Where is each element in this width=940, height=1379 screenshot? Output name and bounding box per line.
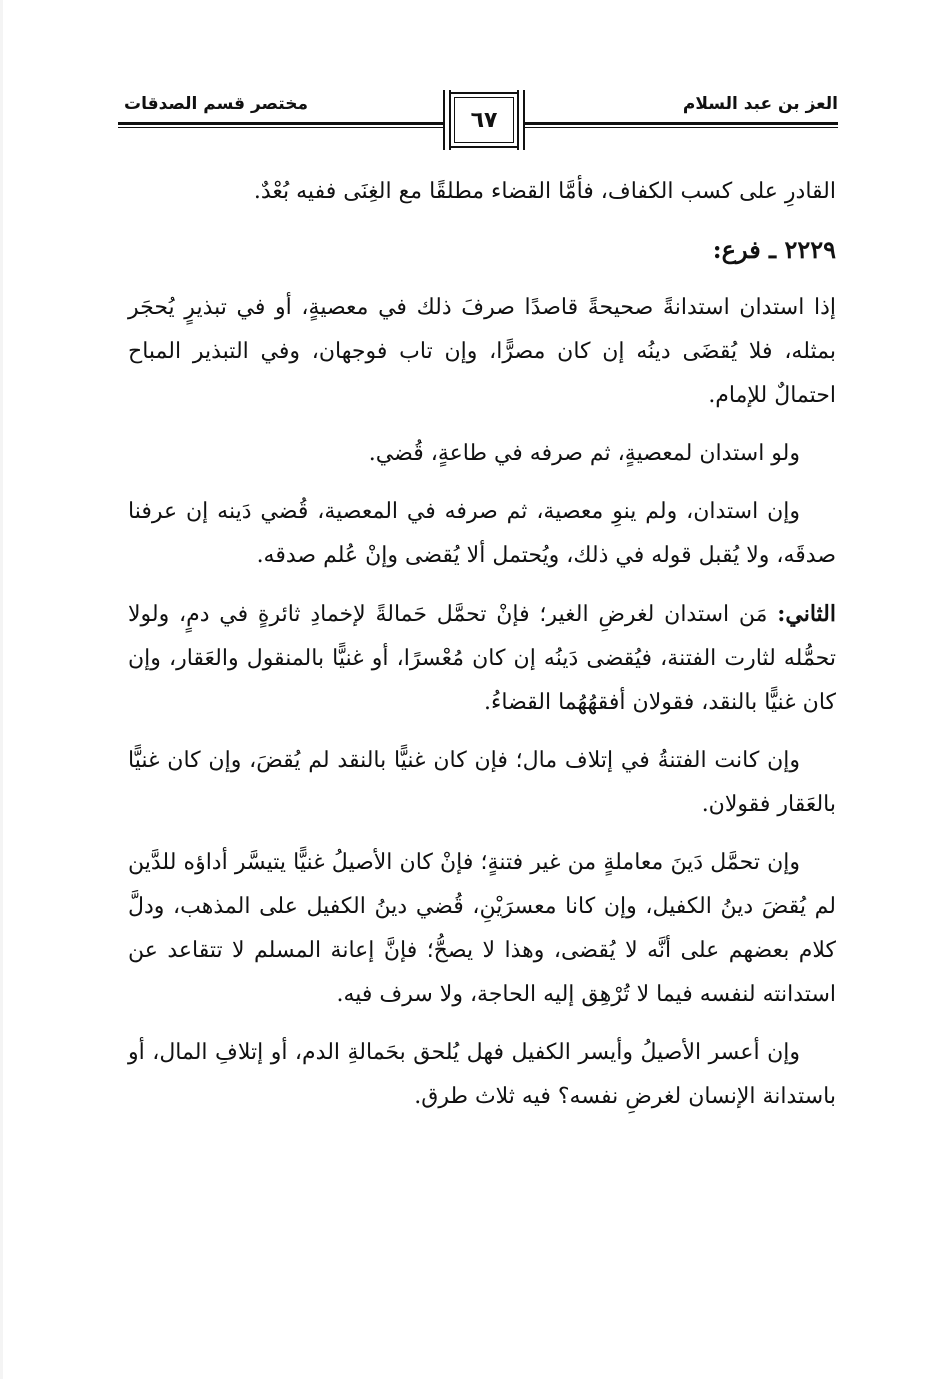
section-heading: ٢٢٢٩ ـ فرع: xyxy=(712,235,836,264)
paragraph: وإن تحمَّل دَينَ معاملةٍ من غير فتنةٍ؛ فإنْ كان الأصيلُ غنيًّا يتيسَّر أداؤه للدَّين لم يُقضَ دينُ الكفيل، وإن كانا معسرَيْنِ، قُضي دينُ الكفيل على المذهب، ودلَّ كلام بعضهم على أنَّه لا يُقضى، وهذا لا يصحُّ؛ فإنَّ إعانة المسلم لا تتقاعد عن استدانته لنفسه فيما لا تُرْهِق إليه الحاجة، ولا سرف فيه. xyxy=(128,850,836,1007)
page-header xyxy=(118,90,838,152)
paragraph-text: مَن استدان لغرضِ الغير؛ فإنْ تحمَّل حَمالةً لإخمادِ ثائرةٍ في دمٍ، ولولا تحمُّله لثارت الفتنة، فيُقضى دَينُه إن كان مُعْسرًا، أو غنيًّا بالمنقول والعَقار، وإن كان غنيًّا بالنقد، فقولان أفقهُهُما القضاءُ. xyxy=(128,602,836,715)
scan-edge xyxy=(0,0,3,1379)
page-number: ٦٧ xyxy=(470,108,498,133)
paragraph: ولو استدان لمعصيةٍ، ثم صرفه في طاعةٍ، قُضي. xyxy=(368,441,800,466)
paragraph-continuation: القادرِ على كسب الكفاف، فأمَّا القضاء مطلقًا مع الغِنَى ففيه بُعْدٌ. xyxy=(253,179,836,204)
running-book-title: مختصر قسم الصدقات xyxy=(124,94,309,114)
paragraph: وإن أعسر الأصيلُ وأيسر الكفيل فهل يُلحق بحَمالةِ الدم، أو إتلافِ المال، أو باستدانة الإنسان لغرضِ نفسه؟ فيه ثلاث طرق. xyxy=(128,1040,836,1109)
page-body xyxy=(128,170,836,1133)
paragraph-second-case xyxy=(128,592,836,725)
paragraph: وإن استدان، ولم ينوِ معصية، ثم صرفه في المعصية، قُضي دَينه إن عرفنا صدقَه، ولا يُقبل قوله في ذلك، ويُحتمل ألا يُقضى وإنْ عُلم صدقه. xyxy=(128,499,836,568)
lead-term: الثاني: xyxy=(777,601,836,627)
paragraph: إذا استدان استدانةً صحيحةً قاصدًا صرفَ ذلك في معصيةٍ، أو في تبذيرٍ يُحجَر بمثله، فلا يُقضَى دينُه إن كان مصرًّا، وإن تاب فوجهان، وفي التبذير المباح احتمالٌ للإمام. xyxy=(128,295,836,408)
running-author: العز بن عبد السلام xyxy=(682,94,838,114)
page-number-frame xyxy=(443,90,525,150)
paragraph: وإن كانت الفتنةُ في إتلاف مال؛ فإن كان غنيًّا بالنقد لم يُقضَ، وإن كان غنيًّا بالعَقار فقولان. xyxy=(128,748,836,817)
